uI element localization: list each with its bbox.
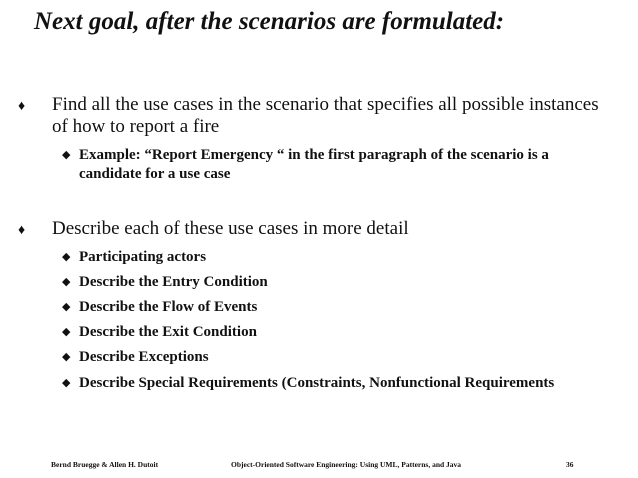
footer-authors: Bernd Bruegge & Allen H. Dutoit — [51, 460, 159, 469]
sub-bullet-text: Example: “Report Emergency “ in the first paragraph of the scenario is a candidate for a use case — [79, 147, 549, 182]
sub-bullet-exit-condition — [62, 323, 602, 342]
sub-bullet-text: Describe the Flow of Events — [79, 299, 258, 315]
diamond-sub-bullet-icon: ◆ — [62, 276, 71, 288]
diamond-bullet-icon: ♦ — [18, 223, 26, 238]
diamond-bullet-icon: ♦ — [18, 99, 26, 114]
diamond-sub-bullet-icon: ◆ — [62, 377, 71, 389]
diamond-sub-bullet-icon: ◆ — [62, 351, 71, 363]
sub-bullet-special-requirements — [62, 374, 602, 393]
sub-bullet-text: Describe Special Requirements (Constraints, Nonfunctional Requirements — [79, 375, 555, 391]
diamond-sub-bullet-icon: ◆ — [62, 326, 71, 338]
sub-bullet-text: Describe the Exit Condition — [79, 324, 257, 340]
diamond-sub-bullet-icon: ◆ — [62, 251, 71, 263]
footer-book-title: Object-Oriented Software Engineering: Using UML, Patterns, and Java — [231, 460, 462, 469]
bullet-text: Describe each of these use cases in more detail — [52, 218, 409, 239]
sub-bullet-participating-actors — [62, 248, 602, 267]
sub-bullet-text: Describe Exceptions — [79, 349, 209, 365]
sub-bullet-exceptions — [62, 348, 602, 367]
slide-title: Next goal, after the scenarios are formulated: — [34, 8, 505, 35]
sub-bullet-example — [62, 146, 602, 184]
sub-bullet-entry-condition — [62, 273, 602, 292]
bullet-text: Find all the use cases in the scenario that specifies all possible instances of how to report a fire — [52, 94, 599, 137]
diamond-sub-bullet-icon: ◆ — [62, 301, 71, 313]
bullet-describe-use-cases — [18, 218, 618, 240]
sub-bullet-text: Describe the Entry Condition — [79, 274, 268, 290]
sub-bullet-flow-of-events — [62, 298, 602, 317]
diamond-sub-bullet-icon: ◆ — [62, 149, 71, 161]
page-number: 36 — [566, 460, 574, 469]
sub-bullet-text: Participating actors — [79, 249, 207, 265]
bullet-find-use-cases — [18, 94, 618, 138]
